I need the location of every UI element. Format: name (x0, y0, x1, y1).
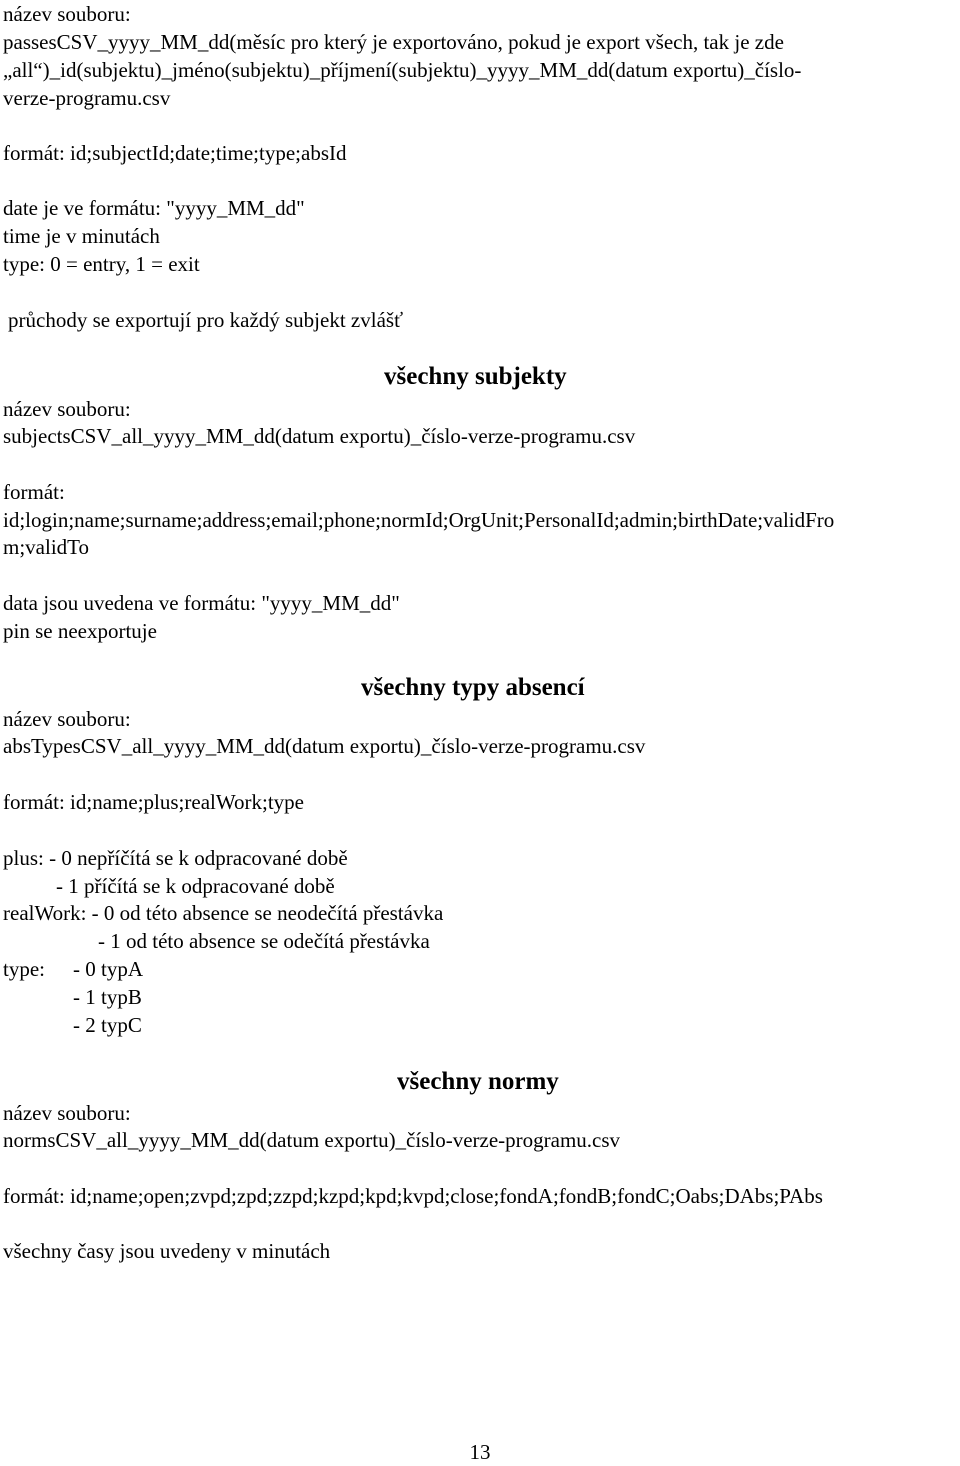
subjects-format-line-2: m;validTo (3, 535, 90, 559)
abs-types-type-1: - 1 typB (73, 985, 142, 1009)
passes-filename-line-2: „all“)_id(subjektu)_jméno(subjektu)_příjmení(subjektu)_yyyy_MM_dd(datum exportu)_číslo- (3, 58, 802, 82)
passes-filename-line-1: passesCSV_yyyy_MM_dd(měsíc pro který je exportováno, pokud je export všech, tak je zde (3, 30, 784, 54)
subjects-format-label: formát: (3, 480, 65, 504)
subjects-format-line-1: id;login;name;surname;address;email;phone;normId;OrgUnit;PersonalId;admin;birthDate;validFro (3, 508, 835, 532)
norms-note-times: všechny časy jsou uvedeny v minutách (3, 1239, 331, 1263)
abs-types-realwork-0: realWork: - 0 od této absence se neodečítá přestávka (3, 901, 444, 925)
subjects-filename-label: název souboru: (3, 397, 131, 421)
abs-types-type-label: type: (3, 957, 45, 981)
passes-note-type: type: 0 = entry, 1 = exit (3, 252, 200, 276)
passes-filename-line-3: verze-programu.csv (3, 86, 171, 110)
subjects-note-dates: data jsou uvedena ve formátu: "yyyy_MM_dd" (3, 591, 400, 615)
subjects-heading: všechny subjekty (384, 363, 567, 390)
subjects-note-pin: pin se neexportuje (3, 619, 157, 643)
passes-filename-label: název souboru: (3, 2, 131, 26)
passes-note-time: time je v minutách (3, 224, 160, 248)
abs-types-filename: absTypesCSV_all_yyyy_MM_dd(datum exportu)_číslo-verze-programu.csv (3, 734, 646, 758)
abs-types-plus-1: - 1 příčítá se k odpracované době (56, 874, 335, 898)
abs-types-type-0: - 0 typA (73, 957, 143, 981)
abs-types-type-2: - 2 typC (73, 1013, 142, 1037)
norms-filename-label: název souboru: (3, 1101, 131, 1125)
abs-types-format: formát: id;name;plus;realWork;type (3, 790, 304, 814)
abs-types-plus-0: plus: - 0 nepříčítá se k odpracované době (3, 846, 348, 870)
abs-types-filename-label: název souboru: (3, 707, 131, 731)
abs-types-realwork-1: - 1 od této absence se odečítá přestávka (98, 929, 430, 953)
abs-types-heading: všechny typy absencí (361, 674, 585, 701)
passes-note-date: date je ve formátu: "yyyy_MM_dd" (3, 196, 305, 220)
passes-note-export: průchody se exportují pro každý subjekt zvlášť (8, 308, 404, 332)
subjects-filename: subjectsCSV_all_yyyy_MM_dd(datum exportu)_číslo-verze-programu.csv (3, 424, 636, 448)
norms-filename: normsCSV_all_yyyy_MM_dd(datum exportu)_číslo-verze-programu.csv (3, 1128, 621, 1152)
norms-format: formát: id;name;open;zvpd;zpd;zzpd;kzpd;kpd;kvpd;close;fondA;fondB;fondC;Oabs;DAbs;PAbs (3, 1184, 823, 1208)
passes-format: formát: id;subjectId;date;time;type;absId (3, 141, 347, 165)
norms-heading: všechny normy (397, 1068, 559, 1095)
page-number: 13 (469, 1440, 491, 1464)
